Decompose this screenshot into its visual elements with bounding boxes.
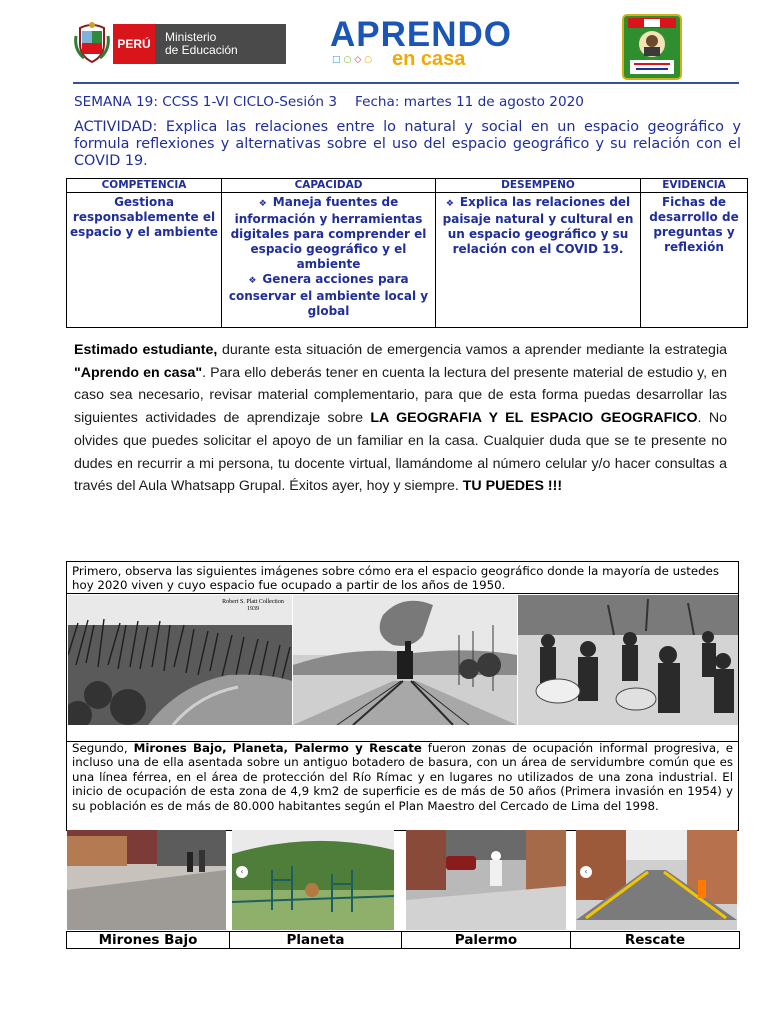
next-image-icon[interactable]: ‹ <box>580 866 592 878</box>
ministry-line1: Ministerio <box>165 30 217 44</box>
settlers-crowd-photo <box>518 595 738 725</box>
labels-row <box>67 932 740 949</box>
historical-images-section <box>66 561 739 742</box>
label-rescate: Rescate <box>571 932 740 949</box>
capacidad-list <box>225 195 432 319</box>
label-planeta: Planeta <box>230 932 402 949</box>
rescate-photo <box>576 830 737 930</box>
photo-credit-collection: Robert S. Platt Collection <box>222 599 284 605</box>
previous-image-icon[interactable]: ‹ <box>236 866 248 878</box>
header-competencia: COMPETENCIA <box>67 179 222 193</box>
header-divider <box>73 82 739 84</box>
decorative-shapes-icon: □○◇○ <box>332 55 376 65</box>
session-date: Fecha: martes 11 de agosto 2020 <box>355 94 584 110</box>
informal-settlements-section <box>66 741 739 831</box>
intro-topic: LA GEOGRAFIA Y EL ESPACIO GEOGRAFICO <box>370 410 698 427</box>
header-desempeno: DESEMPEÑO <box>436 179 641 193</box>
competency-table-header-row <box>67 179 748 193</box>
label-mirones-bajo: Mirones Bajo <box>67 932 230 949</box>
aprendo-en-casa-logo <box>330 15 513 70</box>
header-evidencia: EVIDENCIA <box>641 179 748 193</box>
label-palermo: Palermo <box>402 932 571 949</box>
section2-places: Mirones Bajo, Planeta, Palermo y Rescate <box>133 741 422 755</box>
photo-credit <box>218 599 288 613</box>
header-capacidad: CAPACIDAD <box>222 179 436 193</box>
section2-description <box>67 741 738 813</box>
photo-credit-year: 1939 <box>247 606 259 612</box>
peru-label: PERÚ <box>113 24 155 64</box>
section1-instructions: Primero, observa las siguientes imágenes sobre cómo era el espacio geográfico donde la mayoría de ustedes hoy 2020 viven y cuyo espacio fue ocupado a partir de los años de 1950. <box>67 562 738 594</box>
sugarcane-field-photo <box>68 595 292 725</box>
campaign-subtitle: en casa <box>392 48 466 70</box>
section2-lead: Segundo, <box>72 741 134 755</box>
ministry-line2: de Educación <box>165 43 238 57</box>
intro-greeting: Estimado estudiante, <box>74 342 218 358</box>
cell-evidencia: Fichas de desarrollo de preguntas y reflexión <box>641 193 748 328</box>
peru-coat-of-arms-icon <box>74 22 110 64</box>
cell-capacidad <box>222 193 436 328</box>
desempeno-item: ❖ Explica las relaciones del paisaje natural y cultural en un espacio geográfico y su relación con el COVID 19. <box>439 195 637 257</box>
school-emblem-icon <box>622 14 682 80</box>
palermo-photo <box>406 830 566 930</box>
railway-train-photo <box>293 595 517 725</box>
intro-paragraph <box>74 339 727 498</box>
intro-strategy: "Aprendo en casa" <box>74 364 203 381</box>
intro-text-2: . Para ello deberás tener en cuenta la lectura del presente material de estudio y, en caso sea necesario, revisar material complementario, para que de esta forma puedas desarrollar las siguientes actividades de aprendizaje sobre <box>74 364 727 427</box>
mirones-bajo-photo <box>67 830 226 930</box>
neighborhood-photo-strip <box>66 830 739 947</box>
capacidad-item: ❖ Genera acciones para conservar el ambiente local y global <box>225 272 432 319</box>
page-header <box>0 0 768 90</box>
session-info <box>74 94 744 110</box>
intro-closing: TU PUEDES !!! <box>462 478 563 495</box>
desempeno-list <box>439 195 637 257</box>
competency-table <box>66 178 748 328</box>
intro-text-3: . No olvides que puedes solicitar el apoyo de un familiar en la casa. Cualquier duda que se te presente no dudes en recurrir a mi persona, tu docente virtual, llamándome al número celular y/o hacer consultas a través del Aula Whatsapp Grupal. Éxitos ayer, hoy y siempre. <box>74 410 727 495</box>
campaign-title: APRENDO <box>330 15 513 54</box>
capacidad-item: ❖ Maneja fuentes de información y herramientas digitales para comprender el espacio geográfico y el ambiente <box>225 195 432 272</box>
ministry-label <box>155 24 286 64</box>
section2-body: fueron zonas de ocupación informal progresiva, e incluso una de ella asentada sobre un antiguo botadero de basura, con un área de servidumbre común que es una línea férrea, en el área de protección del Río Rímac y en lugares no utilizados de una zona industrial. El inicio de ocupación de esta zona de 4,9 km2 de superficie es de más de 50 años (Primera invasión en 1954) y su población es de más de 80.000 habitantes según el Plan Maestro del Cercado de Lima del 1998. <box>72 741 733 813</box>
cell-competencia: Gestiona responsablemente el espacio y el ambiente <box>67 193 222 328</box>
planeta-photo <box>232 830 394 930</box>
competency-table-row <box>67 193 748 328</box>
activity-statement: ACTIVIDAD: Explica las relaciones entre lo natural y social en un espacio geográfico y formula reflexiones y alternativas sobre el uso del espacio geográfico y su relación con el COVID 19. <box>74 119 741 169</box>
neighborhood-labels <box>66 931 740 949</box>
intro-text-1: durante esta situación de emergencia vamos a aprender mediante la estrategia <box>217 342 727 358</box>
cell-desempeno <box>436 193 641 328</box>
session-code: SEMANA 19: CCSS 1-VI CICLO-Sesión 3 <box>74 94 338 110</box>
